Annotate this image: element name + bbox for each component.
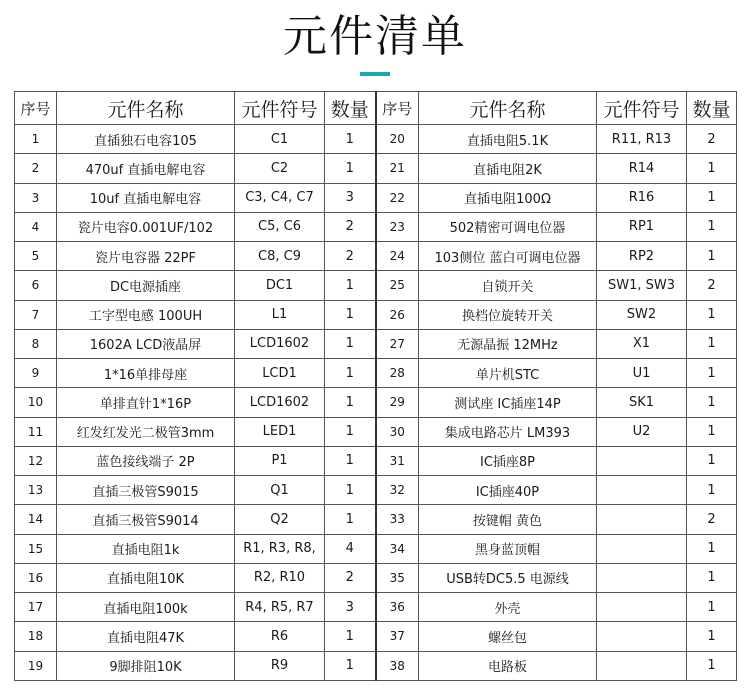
component-qty: 1 (687, 622, 737, 651)
row-number: 15 (15, 534, 57, 563)
row-number: 13 (15, 476, 57, 505)
component-name: DC电源插座 (57, 271, 235, 300)
component-symbol: R2, R10 (235, 563, 325, 592)
table-row (15, 154, 737, 183)
component-qty: 3 (325, 593, 376, 622)
row-number: 27 (376, 329, 419, 358)
row-number: 5 (15, 242, 57, 271)
component-name: 瓷片电容0.001UF/102 (57, 212, 235, 241)
row-number: 17 (15, 593, 57, 622)
component-name: 直插电阻100k (57, 593, 235, 622)
component-qty: 1 (325, 651, 376, 681)
component-symbol (597, 505, 687, 534)
component-name: IC插座40P (419, 476, 597, 505)
row-number: 11 (15, 417, 57, 446)
component-qty: 1 (687, 534, 737, 563)
row-number: 31 (376, 446, 419, 475)
component-symbol: DC1 (235, 271, 325, 300)
header-name: 元件名称 (419, 92, 597, 125)
row-number: 35 (376, 563, 419, 592)
component-name: 直插电阻100Ω (419, 183, 597, 212)
table-row (15, 563, 737, 592)
component-name: 蓝色接线端子 2P (57, 446, 235, 475)
component-name: 测试座 IC插座14P (419, 388, 597, 417)
component-symbol: C2 (235, 154, 325, 183)
component-name: 直插电阻10K (57, 563, 235, 592)
table-row (15, 271, 737, 300)
component-symbol: SW1, SW3 (597, 271, 687, 300)
row-number: 18 (15, 622, 57, 651)
component-symbol: C3, C4, C7 (235, 183, 325, 212)
table-row (15, 242, 737, 271)
component-qty: 2 (325, 563, 376, 592)
row-number: 36 (376, 593, 419, 622)
component-qty: 2 (687, 271, 737, 300)
component-name: USB转DC5.5 电源线 (419, 563, 597, 592)
component-qty: 1 (687, 651, 737, 681)
component-symbol: Q2 (235, 505, 325, 534)
component-name: 电路板 (419, 651, 597, 681)
component-symbol: U1 (597, 359, 687, 388)
component-qty: 1 (687, 563, 737, 592)
table-row (15, 359, 737, 388)
component-name: 直插三极管S9014 (57, 505, 235, 534)
component-symbol: R16 (597, 183, 687, 212)
row-number: 34 (376, 534, 419, 563)
table-row (15, 593, 737, 622)
component-symbol: SK1 (597, 388, 687, 417)
component-symbol: R14 (597, 154, 687, 183)
row-number: 1 (15, 125, 57, 154)
component-name: 自锁开关 (419, 271, 597, 300)
table-row (15, 505, 737, 534)
component-qty: 1 (325, 125, 376, 154)
component-name: 1602A LCD液晶屏 (57, 329, 235, 358)
component-symbol: LCD1602 (235, 329, 325, 358)
component-symbol (597, 593, 687, 622)
component-symbol (597, 651, 687, 681)
component-symbol: RP2 (597, 242, 687, 271)
row-number: 25 (376, 271, 419, 300)
component-table (14, 91, 737, 681)
component-symbol: LED1 (235, 417, 325, 446)
row-number: 38 (376, 651, 419, 681)
component-qty: 1 (325, 388, 376, 417)
component-qty: 1 (687, 417, 737, 446)
component-qty: 1 (325, 300, 376, 329)
component-symbol: C1 (235, 125, 325, 154)
component-name: 红发红发光二极管3mm (57, 417, 235, 446)
component-qty: 4 (325, 534, 376, 563)
row-number: 37 (376, 622, 419, 651)
component-qty: 1 (687, 593, 737, 622)
row-number: 7 (15, 300, 57, 329)
component-name: 换档位旋转开关 (419, 300, 597, 329)
component-symbol: R1, R3, R8, (235, 534, 325, 563)
component-symbol: RP1 (597, 212, 687, 241)
component-symbol: SW2 (597, 300, 687, 329)
component-name: 单片机STC (419, 359, 597, 388)
component-symbol (597, 622, 687, 651)
component-symbol: U2 (597, 417, 687, 446)
component-name: 103侧位 蓝白可调电位器 (419, 242, 597, 271)
title-underline (360, 72, 390, 76)
component-qty: 1 (325, 476, 376, 505)
table-row (15, 476, 737, 505)
component-qty: 2 (325, 212, 376, 241)
component-name: 直插电阻2K (419, 154, 597, 183)
component-qty: 1 (325, 359, 376, 388)
component-name: IC插座8P (419, 446, 597, 475)
component-name: 外壳 (419, 593, 597, 622)
component-qty: 1 (325, 622, 376, 651)
page-title: 元件清单 (283, 11, 467, 62)
row-number: 33 (376, 505, 419, 534)
header-qty: 数量 (325, 92, 376, 125)
table-row (15, 329, 737, 358)
component-name: 无源晶振 12MHz (419, 329, 597, 358)
header-symbol: 元件符号 (597, 92, 687, 125)
row-number: 14 (15, 505, 57, 534)
table-row (15, 417, 737, 446)
table-row (15, 300, 737, 329)
component-symbol: L1 (235, 300, 325, 329)
component-symbol: C8, C9 (235, 242, 325, 271)
row-number: 9 (15, 359, 57, 388)
row-number: 4 (15, 212, 57, 241)
component-symbol: R6 (235, 622, 325, 651)
component-name: 黑身蓝顶帽 (419, 534, 597, 563)
row-number: 32 (376, 476, 419, 505)
component-qty: 2 (687, 125, 737, 154)
component-symbol: Q1 (235, 476, 325, 505)
component-name: 直插电阻1k (57, 534, 235, 563)
header-no: 序号 (376, 92, 419, 125)
component-symbol (597, 446, 687, 475)
component-symbol (597, 476, 687, 505)
component-qty: 1 (325, 417, 376, 446)
table-row (15, 212, 737, 241)
component-qty: 1 (325, 446, 376, 475)
row-number: 21 (376, 154, 419, 183)
component-qty: 2 (687, 505, 737, 534)
component-name: 集成电路芯片 LM393 (419, 417, 597, 446)
component-qty: 1 (687, 329, 737, 358)
table-body (15, 125, 737, 681)
component-qty: 1 (325, 154, 376, 183)
component-symbol: LCD1602 (235, 388, 325, 417)
component-name: 直插独石电容105 (57, 125, 235, 154)
row-number: 8 (15, 329, 57, 358)
row-number: 24 (376, 242, 419, 271)
component-qty: 1 (325, 329, 376, 358)
component-name: 螺丝包 (419, 622, 597, 651)
component-qty: 1 (687, 446, 737, 475)
component-name: 直插电阻47K (57, 622, 235, 651)
component-name: 直插电阻5.1K (419, 125, 597, 154)
component-qty: 1 (687, 300, 737, 329)
component-name: 直插三极管S9015 (57, 476, 235, 505)
row-number: 20 (376, 125, 419, 154)
row-number: 3 (15, 183, 57, 212)
table-row (15, 183, 737, 212)
table-row (15, 622, 737, 651)
component-symbol: LCD1 (235, 359, 325, 388)
table-row (15, 125, 737, 154)
header-symbol: 元件符号 (235, 92, 325, 125)
component-name: 502精密可调电位器 (419, 212, 597, 241)
component-qty: 2 (325, 242, 376, 271)
component-qty: 1 (687, 212, 737, 241)
table-header-row (15, 92, 737, 125)
component-symbol: R11, R13 (597, 125, 687, 154)
component-name: 10uf 直插电解电容 (57, 183, 235, 212)
header-qty: 数量 (687, 92, 737, 125)
table-row (15, 446, 737, 475)
component-name: 470uf 直插电解电容 (57, 154, 235, 183)
component-symbol: C5, C6 (235, 212, 325, 241)
component-qty: 1 (687, 183, 737, 212)
row-number: 19 (15, 651, 57, 681)
header-name: 元件名称 (57, 92, 235, 125)
component-symbol: P1 (235, 446, 325, 475)
row-number: 2 (15, 154, 57, 183)
row-number: 22 (376, 183, 419, 212)
component-name: 9脚排阻10K (57, 651, 235, 681)
component-symbol: X1 (597, 329, 687, 358)
component-name: 瓷片电容器 22PF (57, 242, 235, 271)
component-name: 单排直针1*16P (57, 388, 235, 417)
component-qty: 1 (325, 505, 376, 534)
table-row (15, 651, 737, 681)
component-name: 按键帽 黄色 (419, 505, 597, 534)
component-qty: 1 (687, 242, 737, 271)
component-symbol: R9 (235, 651, 325, 681)
row-number: 26 (376, 300, 419, 329)
row-number: 16 (15, 563, 57, 592)
component-qty: 3 (325, 183, 376, 212)
row-number: 29 (376, 388, 419, 417)
row-number: 12 (15, 446, 57, 475)
component-symbol (597, 563, 687, 592)
row-number: 6 (15, 271, 57, 300)
component-symbol (597, 534, 687, 563)
row-number: 10 (15, 388, 57, 417)
row-number: 28 (376, 359, 419, 388)
header-no: 序号 (15, 92, 57, 125)
component-name: 工字型电感 100UH (57, 300, 235, 329)
component-qty: 1 (687, 388, 737, 417)
component-qty: 1 (325, 271, 376, 300)
component-qty: 1 (687, 476, 737, 505)
table-row (15, 534, 737, 563)
component-symbol: R4, R5, R7 (235, 593, 325, 622)
row-number: 30 (376, 417, 419, 446)
table-row (15, 388, 737, 417)
component-name: 1*16单排母座 (57, 359, 235, 388)
row-number: 23 (376, 212, 419, 241)
component-qty: 1 (687, 359, 737, 388)
component-qty: 1 (687, 154, 737, 183)
